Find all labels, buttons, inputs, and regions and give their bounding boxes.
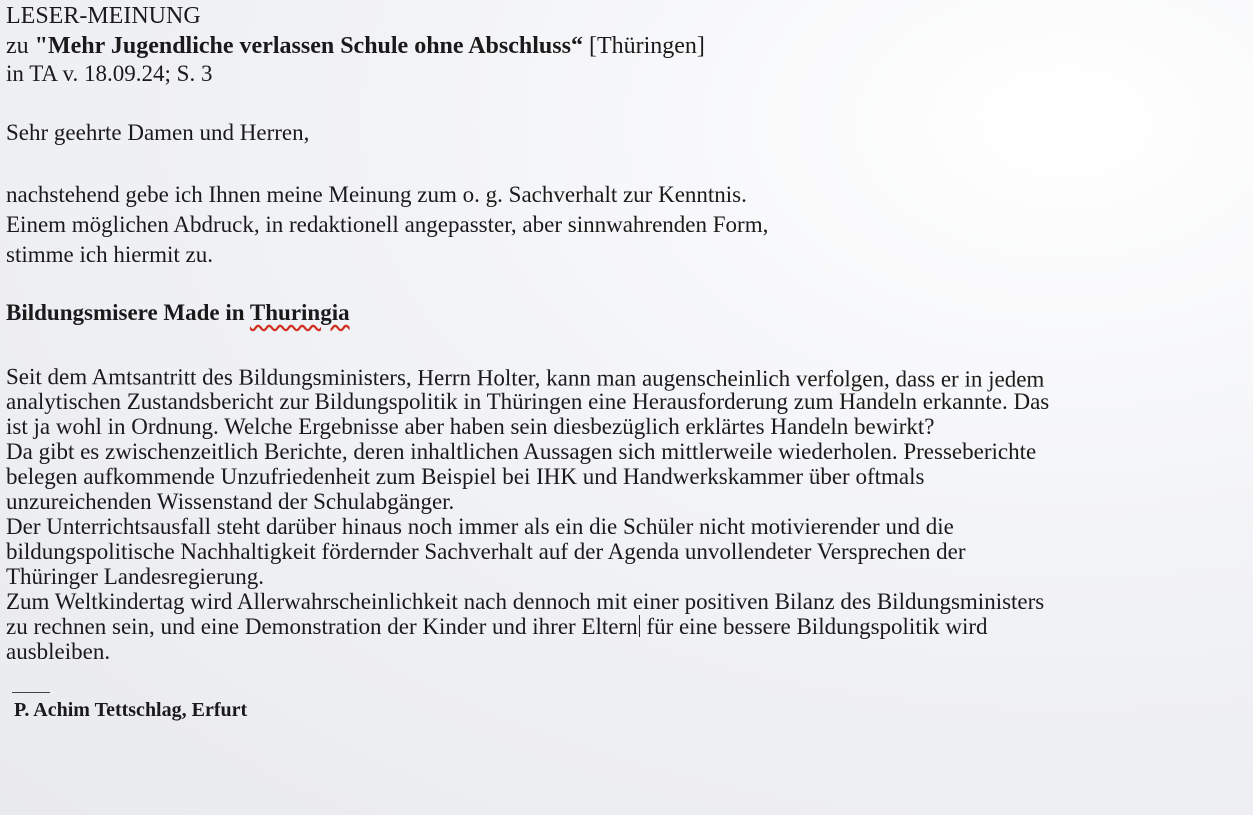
body-line: Da gibt es zwischenzeitlich Berichte, deren inhaltlichen Aussagen sich mittlerweile wiederholen. Presseberichte	[6, 439, 1037, 464]
body-line: Seit dem Amtsantritt des Bildungsministers, Herrn Holter, kann man augenscheinlich verfolgen, dass er in jedem	[5, 364, 1045, 392]
body-line: unzureichenden Wissenstand der Schulabgänger.	[6, 489, 455, 514]
signature-divider	[12, 692, 50, 693]
reference-line	[6, 34, 1246, 58]
reference-region: [Thüringen]	[588, 33, 705, 59]
body-line-text: zu rechnen sein, und eine Demonstration der Kinder und ihrer Eltern	[6, 614, 638, 639]
body-line: Thüringer Landesregierung.	[6, 564, 265, 589]
article-body[interactable]	[6, 365, 1246, 664]
reference-title: "Mehr Jugendliche verlassen Schule ohne Abschluss“	[34, 33, 583, 59]
document-page	[6, 4, 1246, 722]
body-line: bildungspolitische Nachhaltigkeit fördernder Sachverhalt auf der Agenda unvollendeter Versprechen der	[6, 539, 966, 564]
body-line: ausbleiben.	[6, 639, 111, 664]
document-header: LESER-MEINUNG	[6, 3, 201, 29]
body-line: ist ja wohl in Ordnung. Welche Ergebnisse aber haben sein diesbezüglich erklärtes Handeln bewirkt?	[6, 414, 935, 439]
body-line: Zum Weltkindertag wird Allerwahrscheinlichkeit nach dennoch mit einer positiven Bilanz des Bildungsministers	[6, 589, 1045, 614]
body-line-text: für eine bessere Bildungspolitik wird	[640, 614, 988, 639]
reference-prefix: zu	[6, 33, 29, 59]
body-line	[6, 615, 1246, 639]
article-heading-text: Bildungsmisere Made in	[6, 300, 245, 325]
intro-line: nachstehend gebe ich Ihnen meine Meinung zum o. g. Sachverhalt zur Kenntnis.	[6, 182, 747, 207]
intro-line: Einem möglichen Abdruck, in redaktionell angepasster, aber sinnwahrenden Form,	[6, 212, 769, 237]
salutation: Sehr geehrte Damen und Herren,	[6, 120, 310, 145]
text-cursor	[639, 615, 640, 637]
article-heading	[6, 300, 1246, 326]
spellcheck-flagged-word: Thuringia	[249, 300, 350, 325]
signature: P. Achim Tettschlag, Erfurt	[14, 699, 248, 721]
body-line: belegen aufkommende Unzufriedenheit zum Beispiel bei IHK und Handwerkskammer über oftmals	[6, 464, 925, 489]
body-line: analytischen Zustandsbericht zur Bildungspolitik in Thüringen eine Herausforderung zum Handeln erkannte. Das	[6, 389, 1050, 414]
intro-paragraph	[6, 183, 1246, 266]
source-line: in TA v. 18.09.24; S. 3	[6, 61, 213, 86]
body-line: Der Unterrichtsausfall steht darüber hinaus noch immer als ein die Schüler nicht motivierender und die	[6, 514, 954, 539]
intro-line: stimme ich hiermit zu.	[6, 242, 213, 267]
